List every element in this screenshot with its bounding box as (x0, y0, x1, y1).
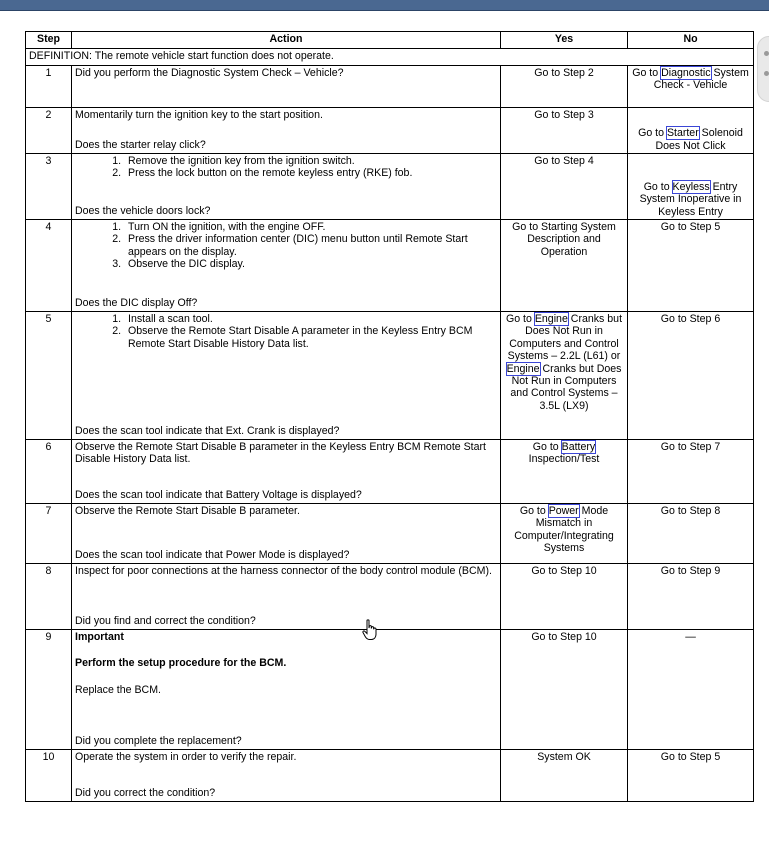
yes-cell: Go to Starting System Description and Operation (501, 220, 628, 312)
list-item: 2. Press the lock button on the remote keyless entry (RKE) fob. (124, 167, 497, 179)
step-number: 10 (26, 750, 72, 802)
header-action: Action (72, 32, 501, 49)
hand-cursor-icon (362, 619, 378, 641)
action-instructions (75, 109, 497, 121)
yes-cell: Go to Step 2 (501, 66, 628, 108)
action-text: Replace the BCM. (75, 683, 161, 696)
step-number: 6 (26, 440, 72, 504)
table-row (26, 440, 754, 504)
table-row (26, 220, 754, 312)
action-cell (72, 630, 501, 750)
action-text: Operate the system in order to verify the repair. (75, 751, 297, 763)
yes-cell: Go to Step 4 (501, 154, 628, 220)
no-link[interactable]: Keyless (672, 180, 710, 193)
no-cell: Go to Step 5 (628, 750, 754, 802)
important-label: Important (75, 631, 124, 643)
table-row (26, 750, 754, 802)
yes-cell: Go to Step 10 (501, 630, 628, 750)
action-question: Did you correct the condition? (75, 786, 216, 799)
step-number: 1 (26, 66, 72, 108)
action-list (75, 221, 497, 271)
action-instructions (75, 565, 497, 577)
table-row (26, 154, 754, 220)
action-question: Does the DIC display Off? (75, 296, 198, 309)
yes-link[interactable]: Power (548, 505, 579, 517)
action-cell (72, 154, 501, 220)
no-cell: — (628, 630, 754, 750)
yes-cell: Go to Battery Inspection/Test (501, 440, 628, 504)
no-cell: Go to Step 8 (628, 504, 754, 564)
step-number: 3 (26, 154, 72, 220)
action-text: Inspect for poor connections at the harness connector of the body control module (BCM). (75, 565, 492, 577)
action-content (75, 67, 497, 105)
step-number: 7 (26, 504, 72, 564)
step-number: 4 (26, 220, 72, 312)
action-cell (72, 504, 501, 564)
action-cell (72, 108, 501, 154)
action-content (75, 751, 497, 799)
action-text: Did you perform the Diagnostic System Check – Vehicle? (75, 67, 344, 79)
table-header-row (26, 32, 754, 49)
handle-dot-icon (764, 51, 769, 56)
yes-link[interactable]: Battery (561, 441, 596, 453)
action-instructions (75, 441, 497, 466)
yes-cell: Go to Engine Cranks but Does Not Run in Computers and Control Systems – 2.2L (L61) or Engine Cranks but Does Not Run in Computers and Control Systems – 3.5L (LX9) (501, 312, 628, 440)
action-question: Does the scan tool indicate that Ext. Crank is displayed? (75, 424, 340, 437)
action-question: Does the vehicle doors lock? (75, 204, 211, 217)
no-cell: Go to Diagnostic System Check - Vehicle (628, 66, 754, 108)
side-scroll-handle[interactable] (757, 36, 769, 102)
action-question: Does the scan tool indicate that Battery Voltage is displayed? (75, 488, 362, 501)
action-question: Does the starter relay click? (75, 138, 206, 151)
action-question: Did you complete the replacement? (75, 734, 242, 747)
table-row (26, 312, 754, 440)
action-text: Observe the Remote Start Disable B parameter in the Keyless Entry BCM Remote Start Disable History Data list. (75, 441, 486, 466)
table-row (26, 564, 754, 630)
step-number: 5 (26, 312, 72, 440)
yes-cell: Go to Step 10 (501, 564, 628, 630)
header-step: Step (26, 32, 72, 49)
action-content (75, 441, 497, 501)
action-question: Does the scan tool indicate that Power Mode is displayed? (75, 548, 350, 561)
no-link[interactable]: Diagnostic (661, 67, 711, 79)
no-cell: Go to Keyless Entry System Inoperative in Keyless Entry (628, 154, 754, 220)
no-cell: Go to Step 9 (628, 564, 754, 630)
table-row (26, 108, 754, 154)
yes-cell: Go to Power Mode Mismatch in Computer/Integrating Systems (501, 504, 628, 564)
step-number: 8 (26, 564, 72, 630)
action-cell (72, 66, 501, 108)
action-instructions (75, 313, 497, 350)
no-link[interactable]: Starter (666, 127, 699, 140)
action-list (75, 313, 497, 350)
action-cell (72, 750, 501, 802)
action-instructions (75, 751, 497, 763)
action-content (75, 565, 497, 627)
action-content (75, 313, 497, 437)
yes-link[interactable]: Engine (534, 313, 568, 325)
list-item: 1. Install a scan tool. (124, 313, 497, 325)
no-cell: Go to Step 7 (628, 440, 754, 504)
action-text: Observe the Remote Start Disable B parameter. (75, 505, 300, 517)
action-cell (72, 564, 501, 630)
table-row (26, 630, 754, 750)
header-no: No (628, 32, 754, 49)
no-cell: Go to Step 5 (628, 220, 754, 312)
action-list (75, 155, 497, 180)
action-content (75, 155, 497, 217)
no-cell: Go to Step 6 (628, 312, 754, 440)
action-text: Momentarily turn the ignition key to the start position. (75, 109, 323, 121)
action-cell (72, 220, 501, 312)
table-row (26, 504, 754, 564)
yes-link[interactable]: Engine (506, 362, 540, 375)
no-cell: Go to Starter Solenoid Does Not Click (628, 108, 754, 154)
handle-dot-icon (764, 71, 769, 76)
action-instructions (75, 505, 497, 517)
action-cell (72, 312, 501, 440)
window-top-bar (0, 0, 769, 11)
definition-text: DEFINITION: The remote vehicle start function does not operate. (26, 49, 754, 66)
definition-row (26, 49, 754, 66)
step-number: 9 (26, 630, 72, 750)
action-content (75, 631, 497, 747)
header-yes: Yes (501, 32, 628, 49)
yes-cell: Go to Step 3 (501, 108, 628, 154)
action-cell (72, 440, 501, 504)
list-item: 1. Remove the ignition key from the ignition switch. (124, 155, 497, 167)
list-item: 2. Press the driver information center (DIC) menu button until Remote Start appears on the display. (124, 233, 497, 258)
action-instructions (75, 631, 497, 696)
list-item: 2. Observe the Remote Start Disable A parameter in the Keyless Entry BCM Remote Start Disable History Data list. (124, 325, 497, 350)
yes-cell: System OK (501, 750, 628, 802)
diagnostic-table (25, 31, 754, 802)
step-number: 2 (26, 108, 72, 154)
action-instructions (75, 221, 497, 271)
action-instructions (75, 67, 497, 79)
action-content (75, 505, 497, 561)
action-content (75, 109, 497, 151)
action-instructions (75, 155, 497, 180)
list-item: 3. Observe the DIC display. (124, 258, 497, 270)
important-text: Perform the setup procedure for the BCM. (75, 657, 287, 670)
list-item: 1. Turn ON the ignition, with the engine OFF. (124, 221, 497, 233)
table-row (26, 66, 754, 108)
action-content (75, 221, 497, 309)
action-question: Did you find and correct the condition? (75, 614, 256, 627)
